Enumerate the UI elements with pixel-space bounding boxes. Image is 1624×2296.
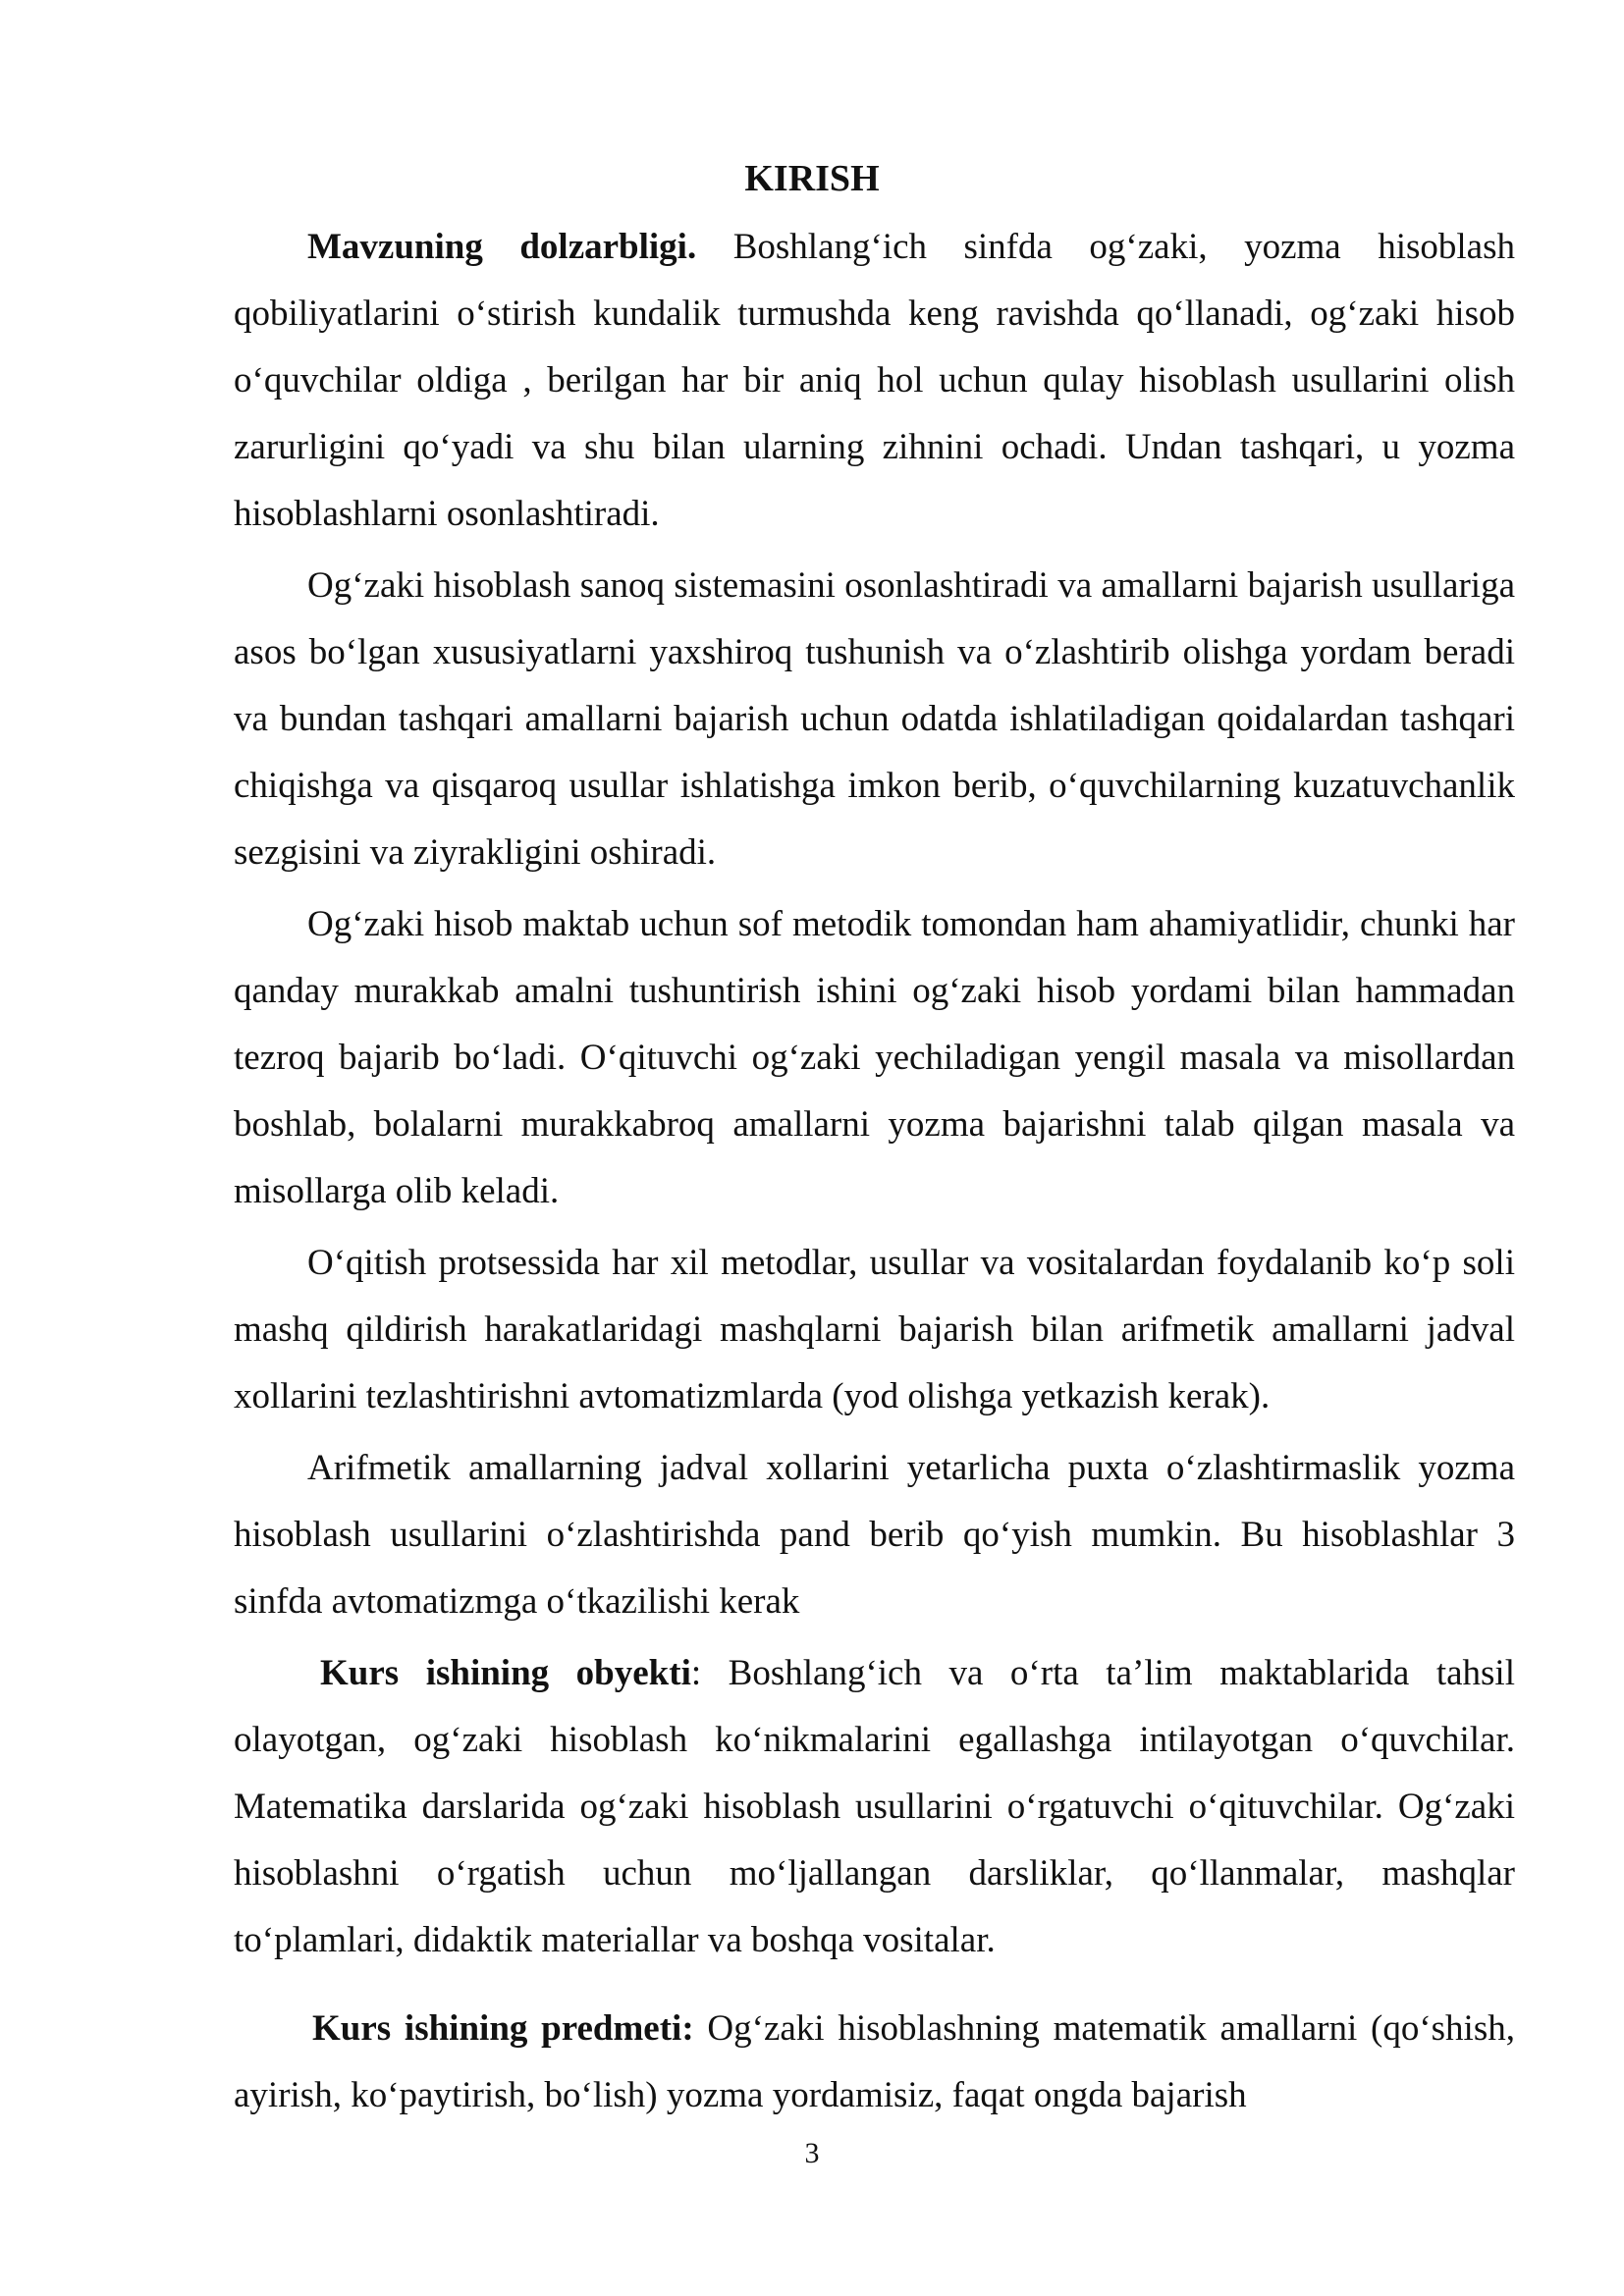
paragraph-text: Og‘zaki hisob maktab uchun sof metodik tomondan ham ahamiyatlidir, chunki har qanday murakkab amalni tushuntirish ishini og‘zaki hisob yordami bilan hammadan tezroq bajarib bo‘ladi. O‘qituvchi og‘zaki yechiladigan yengil masala va misollardan boshlab, bolalarni murakkabroq amallarni yozma bajarishni talab qilgan masala va misollarga olib keladi. <box>234 904 1515 1211</box>
paragraph-text: O‘qitish protsessida har xil metodlar, usullar va vositalardan foydalanib ko‘p soli mashq qildirish harakatlaridagi mashqlarni bajarish bilan arifmetik amallarni jadval xollarini tezlashtirishni avtomatizmlarda (yod olishga yetkazish kerak). <box>234 1243 1515 1416</box>
paragraph-text: Og‘zaki hisoblashning matematik amallarni (qo‘shish, ayirish, ko‘paytirish, bo‘lish) yozma yordamisiz, faqat ongda bajarish <box>234 2008 1515 2115</box>
paragraph-lead: Kurs ishining obyekti <box>320 1653 691 1693</box>
body-text <box>234 214 1515 2134</box>
paragraph-lead: Kurs ishining predmeti: <box>312 2008 694 2049</box>
paragraph-body <box>234 891 1515 1225</box>
paragraph-lead: Mavzuning dolzarbligi. <box>307 227 697 267</box>
paragraph-body <box>234 1230 1515 1430</box>
paragraph-text: : Boshlang‘ich va o‘rta ta’lim maktablarida tahsil olayotgan, og‘zaki hisoblash ko‘nikmalarini egallashga intilayotgan o‘quvchilar. Matematika darslarida og‘zaki hisoblash usullarini o‘rgatuvchi o‘qituvchilar. Og‘zaki hisoblashni o‘rgatish uchun mo‘ljallangan darsliklar, qo‘llanmalar, mashqlar to‘plamlari, didaktik materiallar va boshqa vositalar. <box>234 1653 1515 1960</box>
paragraph-text: Og‘zaki hisoblash sanoq sistemasini osonlashtiradi va amallarni bajarish usullariga asos bo‘lgan xususiyatlarni yaxshiroq tushunish va o‘zlashtirib olishga yordam beradi va bundan tashqari amallarni bajarish uchun odatda ishlatiladigan qoidalardan tashqari chiqishga va qisqaroq usullar ishlatishga imkon berib, o‘quvchilarning kuzatuvchanlik sezgisini va ziyrakligini oshiradi. <box>234 565 1515 873</box>
page-heading: KIRISH <box>744 158 880 199</box>
paragraph-object <box>234 1640 1515 1974</box>
paragraph-body <box>234 553 1515 886</box>
page-number: 3 <box>804 2137 820 2169</box>
paragraph-text: Boshlang‘ich sinfda og‘zaki, yozma hisoblash qobiliyatlarini o‘stirish kundalik turmushda keng ravishda qo‘llanadi, og‘zaki hisob o‘quvchilar oldiga , berilgan har bir aniq hol uchun qulay hisoblash usullarini olish zarurligini qo‘yadi va shu bilan ularning zihnini ochadi. Undan tashqari, u yozma hisoblashlarni osonlashtiradi. <box>234 227 1515 534</box>
paragraph-relevance <box>234 214 1515 548</box>
paragraph-subject <box>234 1996 1515 2129</box>
paragraph-body <box>234 1435 1515 1635</box>
paragraph-text: Arifmetik amallarning jadval xollarini yetarlicha puxta o‘zlashtirmaslik yozma hisoblash usullarini o‘zlashtirishda pand berib qo‘yish mumkin. Bu hisoblashlar 3 sinfda avtomatizmga o‘tkazilishi kerak <box>234 1448 1515 1622</box>
